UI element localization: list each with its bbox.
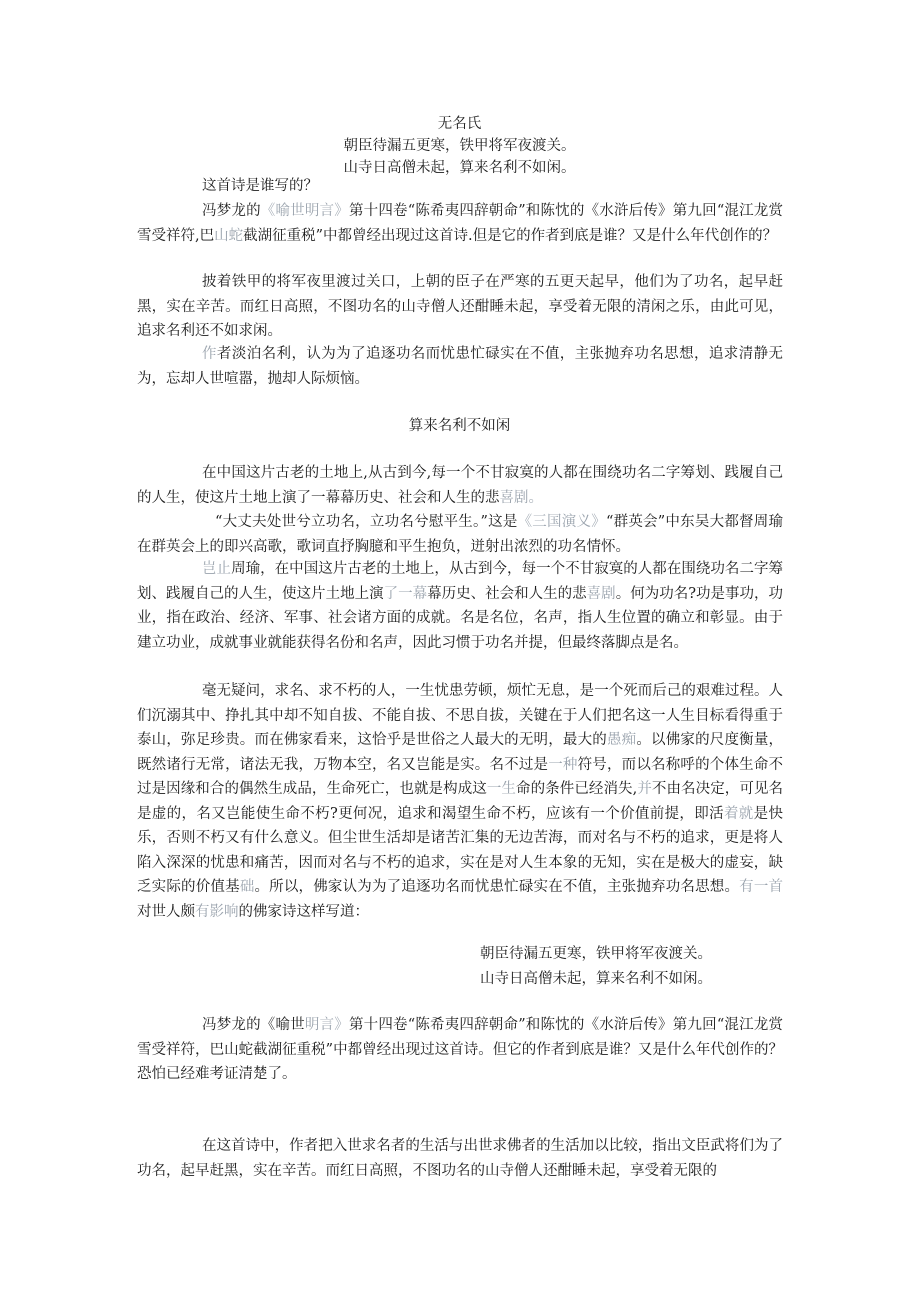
body-paragraph-1: 在中国这片古老的土地上,从古到今,每一个不甘寂寞的人都在围绕功名二字筹划、践履自己的人生，使这片土地上演了一幕幕历史、社会和人生的悲喜剧。 [137, 465, 783, 506]
poem-line-1: 朝臣待漏五更寒，铁甲将军夜渡关。 [343, 138, 576, 154]
intro-paragraph-2: 披着铁甲的将军夜里渡过关口，上朝的臣子在严寒的五更天起早，他们为了功名，起早赶黑，实在辛苦。而红日高照，不图功名的山寺僧人还酣睡未起，享受着无限的清闲之乐，由此可见，追求名利还不如求闲。 [137, 274, 783, 339]
poem-line-2: 山寺日高僧未起，算来名利不如闲。 [343, 160, 576, 176]
body-paragraph-3: 岂止周瑜，在中国这片古老的土地上，从古到今，每一个不甘寂寞的人都在围绕功名二字筹划、践履自己的人生，使这片土地上演了一幕幕历史、社会和人生的悲喜剧。何为功名?功是事功，功业，指在政治、经济、军事、社会诸方面的成就。名是名位，名声，指人生位置的确立和彰显。由于建立功业，成就事业就能获得名份和名声，因此习惯于功名并提，但最终落脚点是名。 [137, 561, 784, 651]
intro-paragraph-3: 作者淡泊名利，认为为了追逐功名而忧患忙碌实在不值，主张抛弃功名思想，追求清静无为，忘却人世喧嚣，抛却人际烦恼。 [137, 346, 784, 387]
quote-line-1: 朝臣待漏五更寒，铁甲将军夜渡关。 [480, 946, 712, 962]
section-title: 算来名利不如闲 [408, 418, 511, 434]
author-title: 无名氏 [437, 116, 482, 132]
quote-line-2: 山寺日高僧未起，算来名利不如闲。 [480, 971, 712, 987]
closing-paragraph-2: 在这首诗中，作者把入世求名者的生活与出世求佛者的生活加以比较，指出文臣武将们为了功名，起早赶黑，实在辛苦。而红日高照，不图功名的山寺僧人还酣睡未起，享受着无限的 [137, 1138, 783, 1179]
intro-paragraph-1: 冯梦龙的《喻世明言》第十四卷“陈希夷四辞朝命”和陈忱的《水浒后传》第九回“混江龙赏雪受祥符,巴山蛇截湖征重税”中都曾经出现过这首诗.但是它的作者到底是谁？又是什么年代创作的？ [137, 203, 784, 244]
body-paragraph-4: 毫无疑问，求名、求不朽的人，一生忧患劳顿，烦忙无息，是一个死而后己的艰难过程。人们沉溺其中、挣扎其中却不知自拔、不能自拔、不思自拔，关键在于人们把名这一人生目标看得重于泰山，弥足珍贵。而在佛家看来，这恰乎是世俗之人最大的无明，最大的愚痴。以佛家的尺度衡量，既然诸行无常，诸法无我，万物本空，名又岂能是实。名不过是一种符号，而以名称呼的个体生命不过是因缘和合的偶然生成品，生命死亡，也就是构成这一生命的条件已经消失,并不由名决定，可见名是虚的，名又岂能使生命不朽?更何况，追求和渴望生命不朽，应该有一个价值前提，即活着就是快乐，否则不朽又有什么意义。但尘世生活却是诸苦汇集的无边苦海，而对名与不朽的追求，更是将人陷入深深的忧患和痛苦，因而对名与不朽的追求，实在是对人生本象的无知，实在是极大的虚妄，缺乏实际的价值基础。所以，佛家认为为了追逐功名而忧患忙碌实在不值，主张抛弃功名思想。有一首对世人颇有影响的佛家诗这样写道： [137, 683, 784, 920]
body-paragraph-2: “大丈夫处世兮立功名，立功名兮慰平生。”这是《三国演义》“群英会”中东吴大都督周瑜在群英会上的即兴高歌，歌词直抒胸臆和平生抱负，迸射出浓烈的功名情怀。 [137, 514, 784, 555]
question-line: 这首诗是谁写的？ [202, 178, 318, 194]
closing-paragraph-1: 冯梦龙的《喻世明言》第十四卷“陈希夷四辞朝命”和陈忱的《水浒后传》第九回“混江龙赏雪受祥符，巴山蛇截湖征重税”中都曾经出现过这首诗。但它的作者到底是谁？又是什么年代创作的？恐怕已经难考证清楚了。 [137, 1017, 784, 1082]
